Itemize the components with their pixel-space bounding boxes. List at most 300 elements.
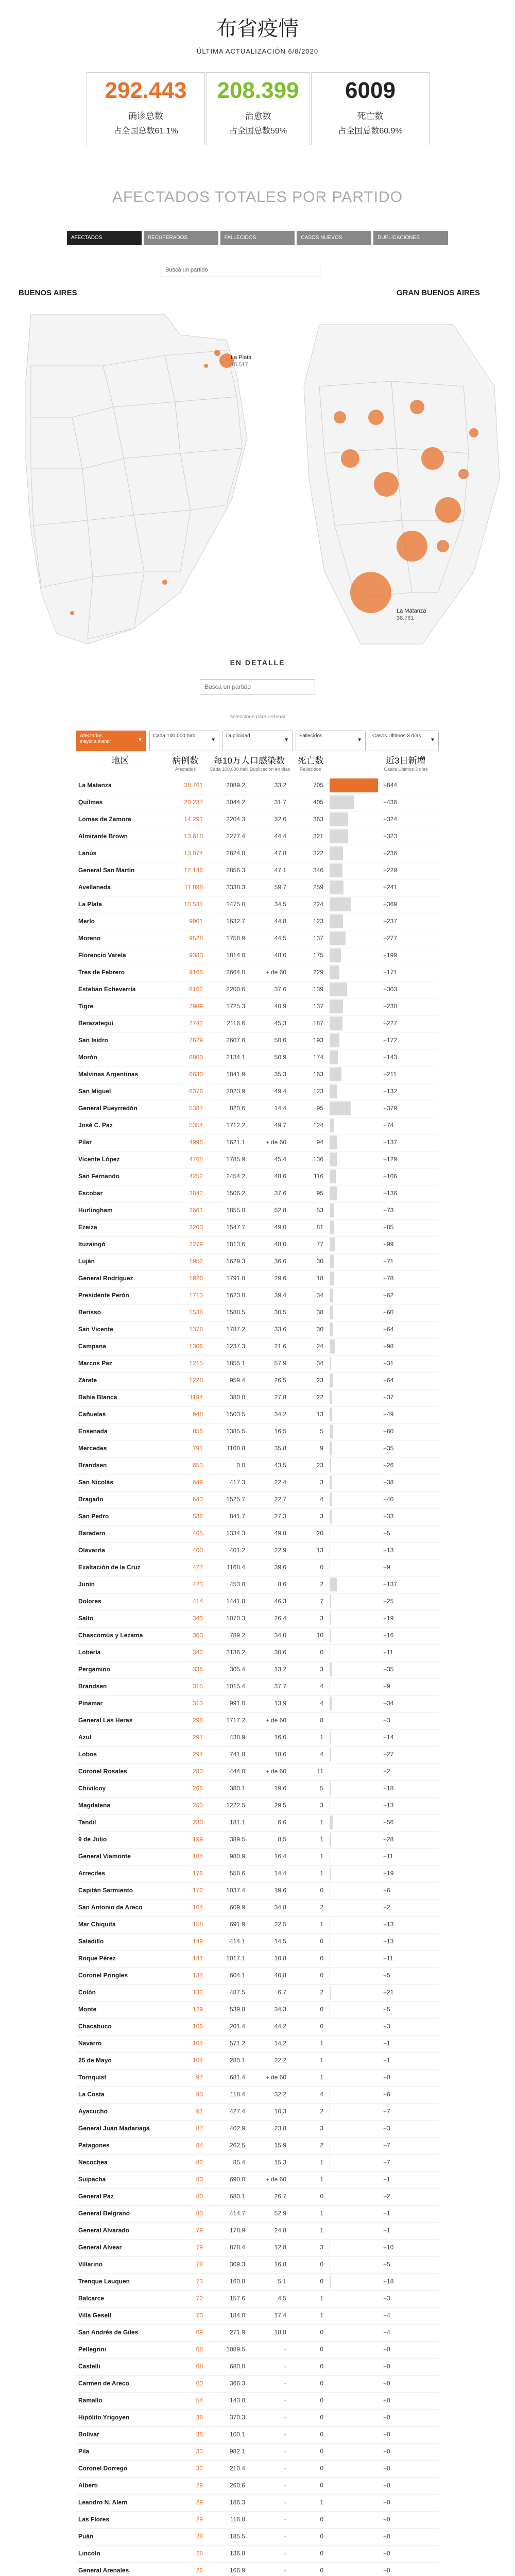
- table-row[interactable]: [76, 2358, 439, 2376]
- search-input[interactable]: [200, 679, 315, 694]
- cell-region: Bragado: [78, 1496, 104, 1503]
- cell-region: 9 de Julio: [78, 1836, 107, 1843]
- cell-region: Esteban Echeverría: [78, 986, 136, 993]
- table-row[interactable]: [76, 1610, 439, 1628]
- cell-region: Puán: [78, 2533, 94, 2540]
- new-cases-bar: [330, 1238, 335, 1251]
- table-row[interactable]: [76, 2409, 439, 2427]
- cell-region: Lomas de Zamora: [78, 816, 131, 823]
- cell-duplication: + de 60: [265, 1768, 286, 1775]
- new-cases-bar: [330, 1255, 334, 1268]
- cell-rate: 0.0: [236, 1462, 245, 1469]
- cell-new-cases: +5: [383, 1972, 390, 1979]
- cell-deaths: 30: [316, 1326, 323, 1333]
- cell-region: Moreno: [78, 935, 101, 942]
- cell-duplication: 43.5: [274, 1462, 286, 1469]
- table-row[interactable]: [76, 1508, 439, 1526]
- table-row[interactable]: [76, 2460, 439, 2478]
- cell-region: Bolívar: [78, 2431, 99, 2438]
- new-cases-bar: [330, 982, 347, 996]
- cell-duplication: -: [284, 2516, 286, 2523]
- tab-duplicaciones[interactable]: DUPLICACIONES: [373, 231, 448, 245]
- table-row[interactable]: [76, 1423, 439, 1440]
- table-row[interactable]: [76, 828, 439, 845]
- header-cases: 病例数: [172, 756, 199, 766]
- cell-region: Presidente Perón: [78, 1292, 129, 1299]
- cell-rate: 380.0: [229, 1394, 245, 1401]
- cell-duplication: 49.8: [274, 1530, 286, 1537]
- cell-region: Monte: [78, 2006, 97, 2013]
- sort-afectados-button[interactable]: [76, 731, 146, 751]
- table-row[interactable]: [76, 1287, 439, 1304]
- table-row[interactable]: [76, 1865, 439, 1883]
- table-row[interactable]: [76, 1797, 439, 1815]
- table-row[interactable]: [76, 2511, 439, 2529]
- table-row[interactable]: [76, 2443, 439, 2461]
- cell-rate: 427.4: [229, 2108, 245, 2115]
- cell-new-cases: +379: [383, 1105, 398, 1112]
- table-row[interactable]: [76, 964, 439, 981]
- table-row[interactable]: [76, 1882, 439, 1900]
- cell-cases: 32: [196, 2465, 203, 2472]
- table-row[interactable]: [76, 2375, 439, 2393]
- table-row[interactable]: [76, 1644, 439, 1662]
- table-row[interactable]: [76, 1967, 439, 1985]
- table-row[interactable]: [76, 2273, 439, 2291]
- new-cases-bar: [330, 897, 351, 911]
- cell-region: San Nicolás: [78, 1479, 114, 1486]
- table-row[interactable]: [76, 981, 439, 998]
- table-row[interactable]: [76, 1831, 439, 1849]
- new-cases-bar: [330, 1204, 334, 1217]
- table-row[interactable]: [76, 1678, 439, 1696]
- table-row[interactable]: [76, 862, 439, 879]
- cell-new-cases: +1: [383, 2227, 390, 2234]
- table-row[interactable]: [76, 2290, 439, 2308]
- cell-duplication: 59.7: [274, 884, 286, 891]
- cell-cases: 158: [192, 1921, 203, 1928]
- cell-duplication: 22.4: [274, 1479, 286, 1486]
- cell-deaths: 1: [320, 1819, 323, 1826]
- cell-duplication: 26.5: [274, 1377, 286, 1384]
- cell-region: Merlo: [78, 918, 95, 925]
- cell-region: Alberti: [78, 2482, 98, 2489]
- table-row[interactable]: [76, 2426, 439, 2444]
- cell-deaths: 0: [320, 1955, 323, 1962]
- stat-value: 6009: [345, 78, 396, 103]
- table-row[interactable]: [76, 1219, 439, 1236]
- cell-new-cases: +227: [383, 1020, 398, 1027]
- cell-deaths: 95: [316, 1190, 323, 1197]
- cell-region: Pila: [78, 2448, 90, 2455]
- cell-cases: 129: [192, 2006, 203, 2013]
- table-row[interactable]: [76, 777, 439, 794]
- subheader: Casos Últimos 3 días: [384, 767, 428, 772]
- cell-rate: 1629.3: [226, 1258, 245, 1265]
- cell-cases: 164: [192, 1904, 203, 1911]
- table-row[interactable]: [76, 1032, 439, 1049]
- cell-deaths: 123: [313, 918, 323, 925]
- cell-new-cases: +64: [383, 1326, 394, 1333]
- cell-cases: 199: [192, 1836, 203, 1843]
- table-row[interactable]: [76, 1950, 439, 1968]
- table-row[interactable]: [76, 1491, 439, 1509]
- cell-region: Avellaneda: [78, 884, 111, 891]
- table-row[interactable]: [76, 2035, 439, 2053]
- chevron-down-icon: ▼: [138, 737, 143, 743]
- cell-rate: 680.1: [229, 2193, 245, 2200]
- cell-deaths: 4: [320, 1700, 323, 1707]
- cell-region: General Viamonte: [78, 1853, 131, 1860]
- table-row[interactable]: [76, 2341, 439, 2359]
- chevron-down-icon: ▼: [430, 737, 435, 743]
- bubble-la-matanza: [350, 572, 391, 613]
- cell-duplication: 44.2: [274, 2023, 286, 2030]
- cell-cases: 134: [192, 1972, 203, 1979]
- table-row[interactable]: [76, 2154, 439, 2172]
- cell-cases: 60: [196, 2380, 203, 2387]
- cell-deaths: 3: [320, 1479, 323, 1486]
- table-row[interactable]: [76, 2188, 439, 2206]
- table-row[interactable]: [76, 1066, 439, 1083]
- tab-recuperados[interactable]: RECUPERADOS: [144, 231, 218, 245]
- table-row[interactable]: [76, 896, 439, 913]
- greater-ba-map[interactable]: [258, 304, 515, 659]
- cell-duplication: + de 60: [265, 2074, 286, 2081]
- cell-rate: 100.1: [229, 2431, 245, 2438]
- cell-duplication: 48.0: [274, 1241, 286, 1248]
- sort-rate-button[interactable]: [149, 731, 219, 751]
- table-row[interactable]: [76, 1848, 439, 1866]
- table-row[interactable]: [76, 2069, 439, 2087]
- cell-cases: 1713: [189, 1292, 203, 1299]
- cell-region: Exaltación de la Cruz: [78, 1564, 141, 1571]
- table-row[interactable]: [76, 2494, 439, 2512]
- cell-cases: 78: [196, 2261, 203, 2268]
- table-row[interactable]: [76, 1593, 439, 1611]
- cell-cases: 6376: [189, 1088, 203, 1095]
- cell-rate: 366.3: [229, 2380, 245, 2387]
- table-row[interactable]: [76, 2103, 439, 2121]
- cell-rate: 3044.2: [226, 799, 245, 806]
- table-row[interactable]: [76, 1440, 439, 1458]
- table-row[interactable]: [76, 2222, 439, 2240]
- cell-deaths: 0: [320, 2567, 323, 2574]
- cell-region: Lanús: [78, 850, 97, 857]
- table-row[interactable]: [76, 1763, 439, 1781]
- table-row[interactable]: [76, 1780, 439, 1798]
- cell-cases: 149: [192, 1938, 203, 1945]
- table-row[interactable]: [76, 2018, 439, 2036]
- cell-cases: 68: [196, 2363, 203, 2370]
- cell-duplication: 27.3: [274, 1513, 286, 1520]
- cell-rate: 309.3: [229, 2261, 245, 2268]
- cell-rate: 1632.7: [226, 918, 245, 925]
- table-row[interactable]: [76, 811, 439, 828]
- table-row[interactable]: [76, 1185, 439, 1202]
- table-row[interactable]: [76, 879, 439, 896]
- cell-deaths: 4: [320, 1683, 323, 1690]
- table-row[interactable]: [76, 913, 439, 930]
- cell-new-cases: +106: [383, 1173, 398, 1180]
- cell-duplication: 50.9: [274, 1054, 286, 1061]
- table-row[interactable]: [76, 1712, 439, 1730]
- table-row[interactable]: [76, 1661, 439, 1679]
- new-cases-bar: [330, 1629, 331, 1642]
- cell-new-cases: +25: [383, 1598, 394, 1605]
- cell-rate: 1089.5: [226, 2346, 245, 2353]
- table-row[interactable]: [76, 1202, 439, 1219]
- cell-deaths: 1: [320, 2040, 323, 2047]
- table-row[interactable]: [76, 1015, 439, 1032]
- cell-new-cases: +171: [383, 969, 398, 976]
- table-row[interactable]: [76, 2205, 439, 2223]
- sort-duplication-button[interactable]: [222, 731, 293, 751]
- cell-deaths: 0: [320, 2533, 323, 2540]
- cell-region: Lobería: [78, 1649, 101, 1656]
- table-row[interactable]: [76, 1372, 439, 1389]
- cell-new-cases: +0: [383, 2414, 390, 2421]
- table-row[interactable]: [76, 1134, 439, 1151]
- cell-region: General Arenales: [78, 2567, 129, 2574]
- table-row[interactable]: [76, 1100, 439, 1117]
- tab-casos-nuevos[interactable]: CASOS NUEVOS: [297, 231, 371, 245]
- cell-duplication: 22.7: [274, 1496, 286, 1503]
- cell-cases: 84: [196, 2142, 203, 2149]
- table-row[interactable]: [76, 1474, 439, 1492]
- sort-deaths-button[interactable]: [296, 731, 366, 751]
- table-row[interactable]: [76, 2239, 439, 2257]
- cell-region: Hipólito Yrigoyen: [78, 2414, 130, 2421]
- table-row[interactable]: [76, 1338, 439, 1355]
- table-row[interactable]: [76, 2120, 439, 2138]
- cell-cases: 91: [196, 2108, 203, 2115]
- new-cases-bar: [330, 965, 339, 979]
- table-row[interactable]: [76, 794, 439, 811]
- cell-region: Tornquist: [78, 2074, 107, 2081]
- cell-region: Coronel Pringles: [78, 1972, 128, 1979]
- cell-rate: 991.0: [229, 1700, 245, 1707]
- table-row[interactable]: [76, 1559, 439, 1577]
- stat-value: 208.399: [217, 78, 299, 103]
- cell-new-cases: +0: [383, 2499, 390, 2506]
- sort-new-cases-button[interactable]: [369, 731, 439, 751]
- cell-rate: 166.9: [229, 2567, 245, 2574]
- partido-select[interactable]: Buscá un partido: [161, 263, 320, 277]
- cell-deaths: 3: [320, 2125, 323, 2132]
- table-row[interactable]: [76, 1746, 439, 1764]
- table-row[interactable]: [76, 1729, 439, 1747]
- table-row[interactable]: [76, 2477, 439, 2495]
- table-row[interactable]: [76, 2171, 439, 2189]
- cell-new-cases: +64: [383, 1377, 394, 1384]
- table-row[interactable]: [76, 1270, 439, 1287]
- table-row[interactable]: [76, 1049, 439, 1066]
- cell-new-cases: +19: [383, 1615, 394, 1622]
- cell-region: Quilmes: [78, 799, 103, 806]
- stat-confirmed: [87, 72, 205, 145]
- table-row[interactable]: [76, 1083, 439, 1100]
- table-row[interactable]: [76, 930, 439, 947]
- new-cases-bar: [330, 1118, 334, 1132]
- cell-cases: 38: [196, 2431, 203, 2438]
- table-row[interactable]: [76, 2137, 439, 2155]
- table-row[interactable]: [76, 1389, 439, 1406]
- cell-new-cases: +5: [383, 2261, 390, 2268]
- cell-region: Pergamino: [78, 1666, 111, 1673]
- table-row[interactable]: [76, 1542, 439, 1560]
- new-cases-bar: [330, 2275, 331, 2289]
- cell-rate: 690.0: [229, 2176, 245, 2183]
- cell-deaths: 30: [316, 1258, 323, 1265]
- tab-fallecidos[interactable]: FALLECIDOS: [220, 231, 295, 245]
- table-row[interactable]: [76, 1984, 439, 2002]
- table-row[interactable]: [76, 1168, 439, 1185]
- cell-duplication: 30.6: [274, 1649, 286, 1656]
- new-cases-bar: [330, 795, 354, 809]
- cell-cases: 315: [192, 1683, 203, 1690]
- table-row[interactable]: [76, 1695, 439, 1713]
- cell-region: Malvinas Argentinas: [78, 1071, 139, 1078]
- cell-new-cases: +33: [383, 1513, 394, 1520]
- cell-rate: 2277.4: [226, 833, 245, 840]
- cell-cases: 4768: [189, 1156, 203, 1163]
- table-row[interactable]: [76, 1236, 439, 1253]
- cell-cases: 172: [192, 1887, 203, 1894]
- table-row[interactable]: [76, 2392, 439, 2410]
- cell-region: Lobos: [78, 1751, 97, 1758]
- cell-deaths: 346: [313, 867, 323, 874]
- cell-new-cases: +9: [383, 1683, 390, 1690]
- new-cases-bar: [330, 1170, 336, 1183]
- cell-cases: 4252: [189, 1173, 203, 1180]
- table-row[interactable]: [76, 1457, 439, 1475]
- table-row[interactable]: [76, 947, 439, 964]
- cell-rate: 116.8: [230, 2516, 245, 2523]
- cell-region: Tigre: [78, 1003, 94, 1010]
- table-row[interactable]: [76, 2324, 439, 2342]
- table-row[interactable]: [76, 1627, 439, 1645]
- cell-cases: 342: [192, 1649, 203, 1656]
- table-row[interactable]: [76, 1253, 439, 1270]
- cell-new-cases: +303: [383, 986, 398, 993]
- cell-duplication: 37.6: [274, 1190, 286, 1197]
- cell-region: General Alvarado: [78, 2227, 129, 2234]
- table-row[interactable]: [76, 2256, 439, 2274]
- cell-rate: 1621.1: [226, 1139, 245, 1146]
- cell-duplication: 12.8: [274, 2244, 286, 2251]
- cell-deaths: 3: [320, 2244, 323, 2251]
- cell-duplication: + de 60: [265, 969, 286, 976]
- section-title: AFECTADOS TOTALES POR PARTIDO: [112, 189, 403, 206]
- table-row[interactable]: [76, 2052, 439, 2070]
- map-city-value: 38.761: [397, 615, 414, 621]
- cell-new-cases: +0: [383, 2465, 390, 2472]
- cell-region: 25 de Mayo: [78, 2057, 112, 2064]
- cell-new-cases: +0: [383, 2346, 390, 2353]
- cell-cases: 465: [192, 1530, 203, 1537]
- table-row[interactable]: [76, 1304, 439, 1321]
- cell-new-cases: +78: [383, 1275, 394, 1282]
- cell-region: Salto: [78, 1615, 94, 1622]
- cell-rate: 609.9: [229, 1904, 245, 1911]
- cell-duplication: 49.4: [274, 1088, 286, 1095]
- cell-cases: 29: [196, 2516, 203, 2523]
- cell-new-cases: +1: [383, 2176, 390, 2183]
- cell-rate: 820.6: [229, 1105, 245, 1112]
- cell-rate: 2454.2: [226, 1173, 245, 1180]
- table-row[interactable]: [76, 1576, 439, 1594]
- cell-new-cases: +40: [383, 1496, 394, 1503]
- cell-deaths: 4: [320, 1751, 323, 1758]
- cell-cases: 33: [196, 2448, 203, 2455]
- table-row[interactable]: [76, 998, 439, 1015]
- table-row[interactable]: [76, 2086, 439, 2104]
- province-map[interactable]: [10, 304, 268, 659]
- table-row[interactable]: [76, 1406, 439, 1423]
- table-row[interactable]: [76, 2528, 439, 2546]
- cell-deaths: 259: [313, 884, 323, 891]
- new-cases-bar: [330, 812, 348, 826]
- cell-new-cases: +323: [383, 833, 398, 840]
- cell-deaths: 1: [320, 2210, 323, 2217]
- table-row[interactable]: [76, 2562, 439, 2576]
- table-row[interactable]: [76, 1899, 439, 1917]
- table-row[interactable]: [76, 1916, 439, 1934]
- table-row[interactable]: [76, 1151, 439, 1168]
- cell-new-cases: +19: [383, 1870, 394, 1877]
- cell-duplication: 16.4: [274, 1853, 286, 1860]
- cell-cases: 252: [192, 1802, 203, 1809]
- cell-cases: 13.618: [184, 833, 203, 840]
- new-cases-bar: [330, 1612, 331, 1625]
- cell-cases: 296: [192, 1717, 203, 1724]
- cell-cases: 72: [196, 2295, 203, 2302]
- cell-region: Bahía Blanca: [78, 1394, 117, 1401]
- cell-cases: 79: [196, 2244, 203, 2251]
- table-row[interactable]: [76, 2001, 439, 2019]
- cell-rate: 1506.2: [226, 1190, 245, 1197]
- new-cases-bar: [330, 1033, 339, 1047]
- cell-deaths: 123: [313, 1088, 323, 1095]
- table-row[interactable]: [76, 1117, 439, 1134]
- table-row[interactable]: [76, 845, 439, 862]
- table-row[interactable]: [76, 1814, 439, 1832]
- cell-new-cases: +0: [383, 2516, 390, 2523]
- cell-new-cases: +11: [383, 1853, 393, 1860]
- cell-new-cases: +236: [383, 850, 398, 857]
- cell-rate: 178.9: [229, 2227, 245, 2234]
- new-cases-bar: [330, 1833, 331, 1846]
- tab-afectados[interactable]: AFECTADOS: [67, 231, 142, 245]
- cell-cases: 536: [192, 1513, 203, 1520]
- table-row[interactable]: [76, 1525, 439, 1543]
- cell-duplication: 22.2: [274, 2057, 286, 2064]
- table-row[interactable]: [76, 1933, 439, 1951]
- table-row[interactable]: [76, 1355, 439, 1372]
- table-row[interactable]: [76, 2545, 439, 2563]
- stat-value: 292.443: [105, 78, 187, 103]
- table-row[interactable]: [76, 1321, 439, 1338]
- table-row[interactable]: [76, 2307, 439, 2325]
- new-cases-bar: [330, 999, 343, 1013]
- cell-new-cases: +60: [383, 1309, 394, 1316]
- cell-new-cases: +3: [383, 2023, 390, 2030]
- cell-duplication: 34.3: [274, 2006, 286, 2013]
- cell-duplication: + de 60: [265, 2176, 286, 2183]
- cell-rate: 414.7: [229, 2210, 245, 2217]
- new-cases-bar: [330, 1816, 333, 1829]
